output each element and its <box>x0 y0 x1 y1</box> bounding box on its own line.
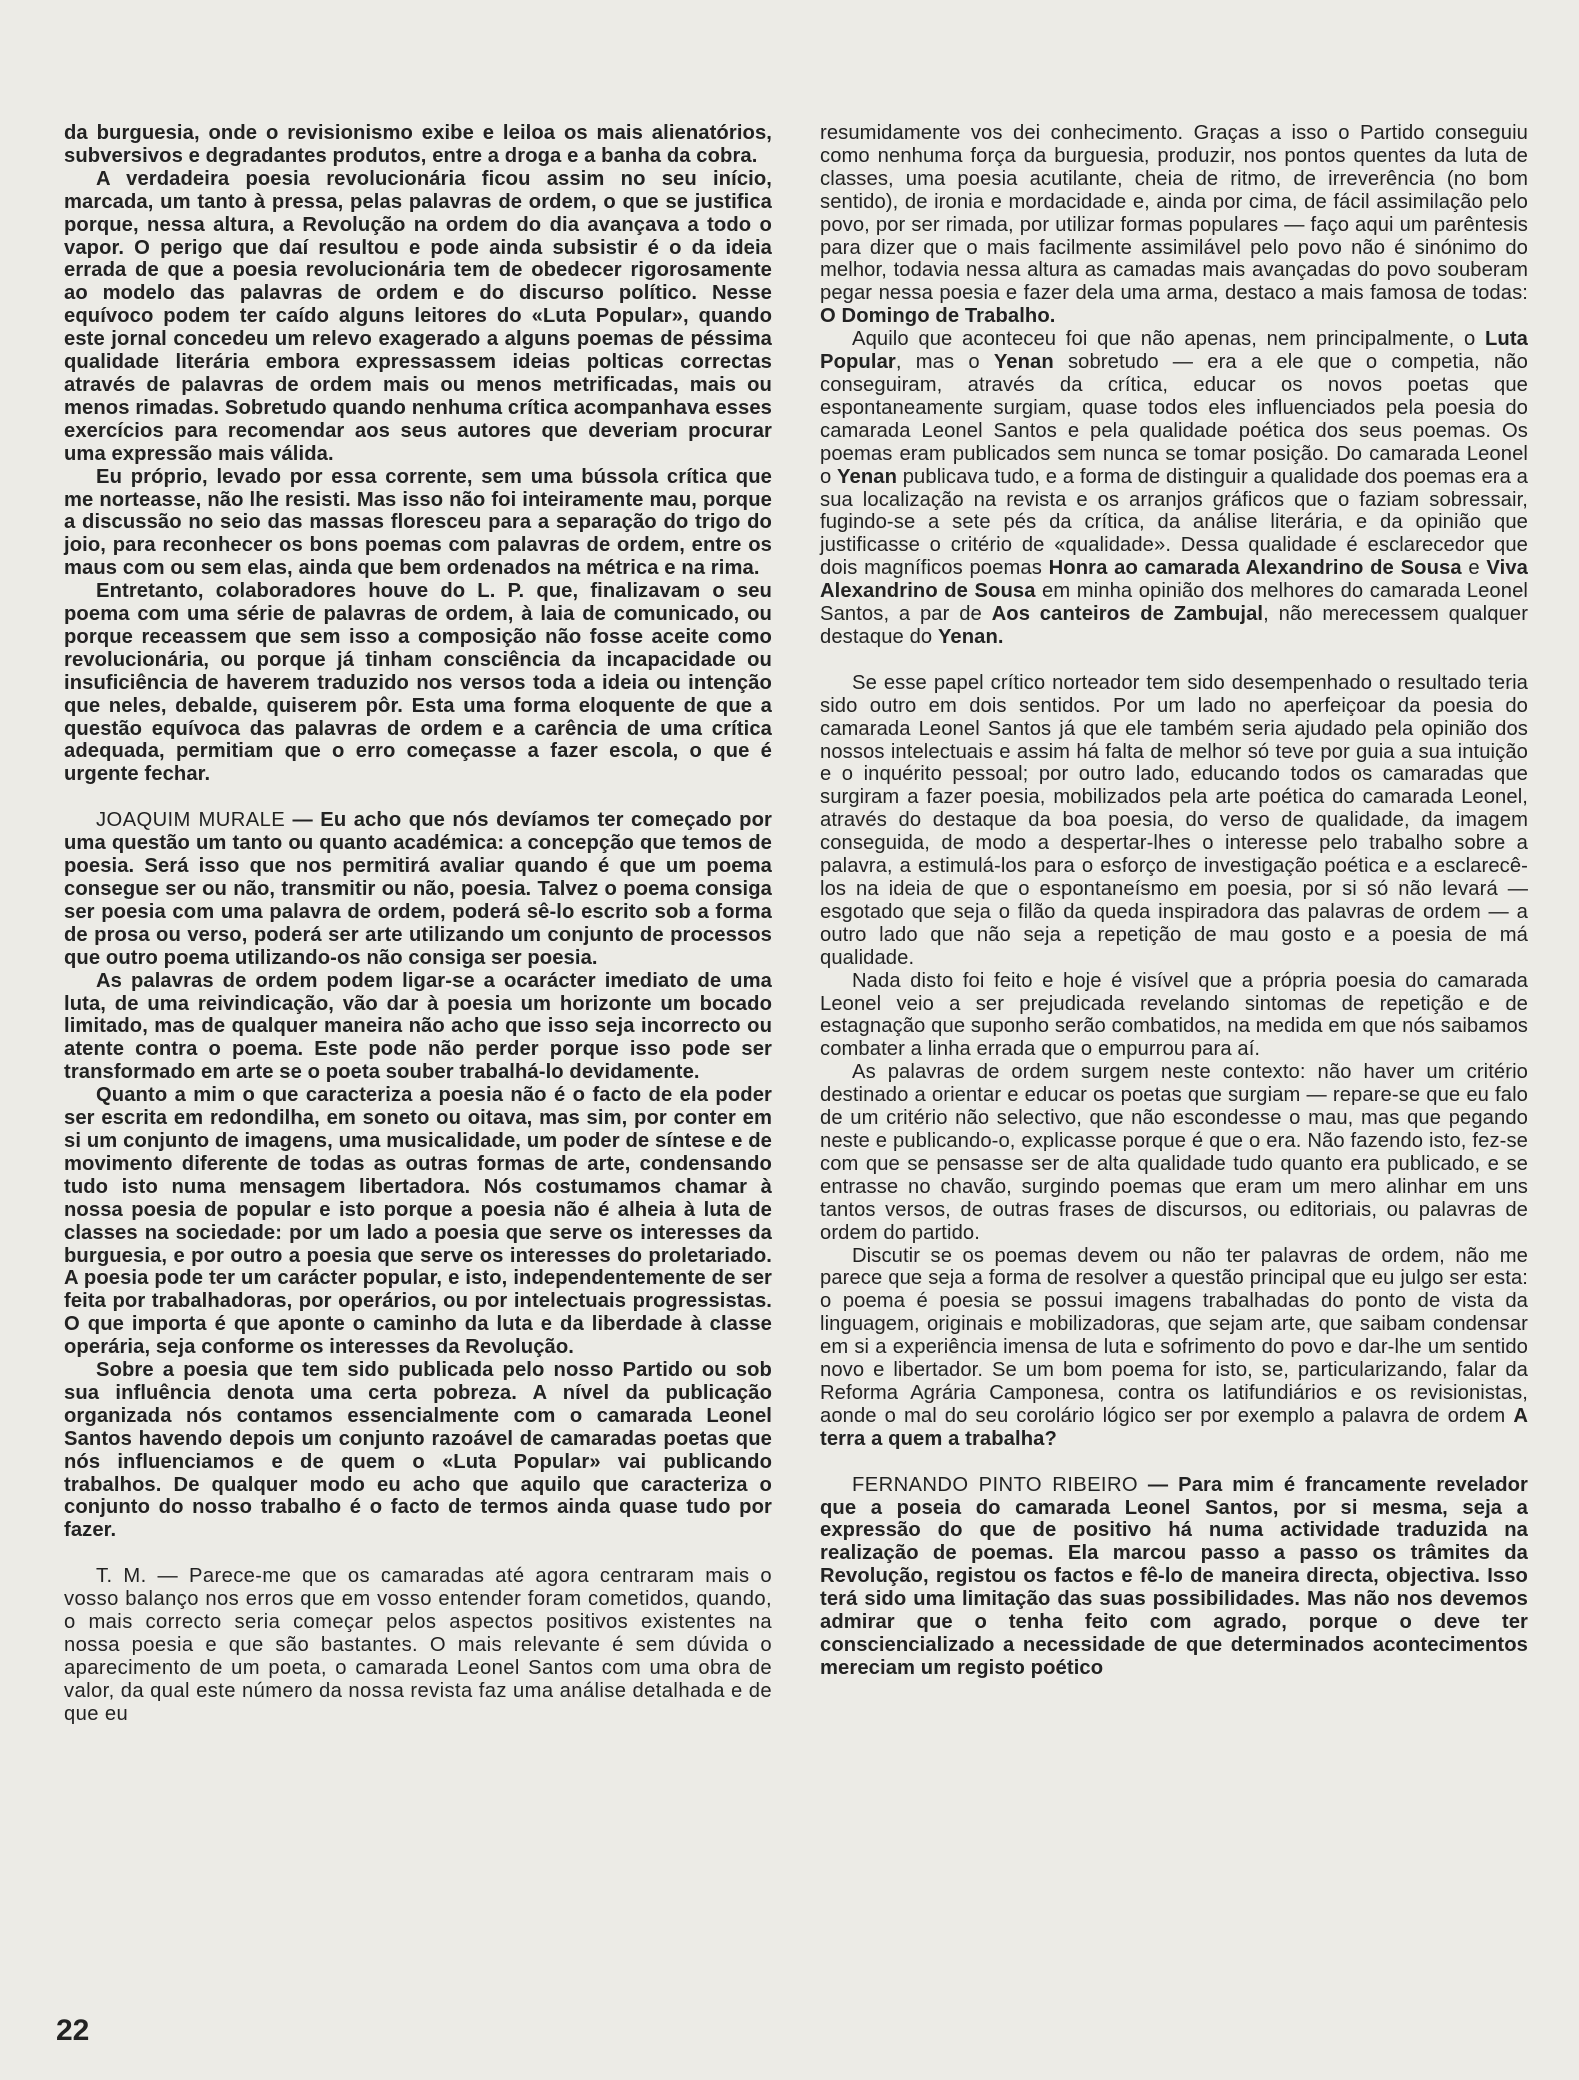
paragraph: Nada disto foi feito e hoje é visível que a própria poesia do camarada Leonel veio a ser prejudicada revelando sintomas de repetição e de estagnação que suponho serão combatidos, na medida em que nós saibamos combater a linha errada que o empurrou para aí. <box>820 969 1528 1061</box>
text-run: sobretudo — era a ele que o competia, não conseguiram, através da crítica, educar os novos poetas que espontaneamente surgiam, quase todos eles influenciados pela poesia do camarada Leonel Santos e pela qualidade poética dos seus poemas. Os poemas eram publicados sem nunca se tomar posição. Do camarada Leonel o <box>820 351 1528 488</box>
publication-name: Luta Popular <box>820 328 1528 374</box>
paragraph: Entretanto, colaboradores houve do L. P. que, finalizavam o seu poema com uma série de palavras de ordem, à laia de comunicado, ou porque receassem que sem isso a composição não fosse aceite como revolucionária, ou porque já tinham consciência da incapacidade ou insuficiência de haverem traduzido nos versos toda a ideia ou intenção que neles, debalde, quiserem pôr. Esta uma forma eloquente de que a questão equívoca das palavras de ordem e a carência de uma crítica adequada, permitiam que o erro começasse a fazer escola, o que é urgente fechar. <box>64 580 772 786</box>
paragraph: Se esse papel crítico norteador tem sido desempenhado o resultado teria sido outro em dois sentidos. Por um lado no aperfeiçoar da poesia do camarada Leonel Santos já que ele também seria ajudado pela opinião dos nossos intelectuais e assim há falta de melhor só teve por guia a sua intuição e o inquérito pessoal; por outro lado, educando todos os camaradas que surgiram a fazer poesia, mobilizados pela arte poética do camarada Leonel, através do destaque da boa poesia, do verso de qualidade, da imagem conseguida, de modo a despertar-lhes o interesse pelo trabalho sobre a palavra, a estimulá-los para o esforço de investigação poética e a esclarecê-los na ideia de que o espontaneísmo em poesia, por si só não levará — esgotado que seja o filão da queda inspiradora das palavras de ordem — a outro lado que não seja a repetição de mau gosto e a poesia de má qualidade. <box>820 671 1528 969</box>
poem-title: Viva Alexandrino de Sousa <box>820 557 1528 603</box>
page-number: 22 <box>56 2014 90 2047</box>
paragraph: T. M. — Parece-me que os camaradas até agora centraram mais o vosso balanço nos erros que em vosso entender foram cometidos, quando, o mais correcto seria começar pelos aspectos positivos existentes na nossa poesia e que são bastantes. O mais relevante é sem dúvida o aparecimento de um poeta, o camarada Leonel Santos com uma obra de valor, da qual este número da nossa revista faz uma análise detalhada e de que eu <box>64 1565 772 1725</box>
text-run: em minha opinião dos melhores do camarada Leonel Santos, a par de <box>820 580 1528 626</box>
slogan: A terra a quem a trabalha? <box>820 1404 1528 1450</box>
paragraph: da burguesia, onde o revisionismo exibe e leiloa os mais alienatórios, subversivos e degradantes produtos, entre a droga e a banha da cobra. <box>64 122 772 167</box>
speaker-text: — Para mim é francamente revelador que a poseia do camarada Leonel Santos, por si mesma, seja a expressão do que de positivo há numa actividade traduzida na realização de poemas. Ela marcou passo a passo os trâmites da Revolução, registou os factos e fê-lo de maneira directa, objectiva. Isso terá sido uma limitação das suas possibilidades. Mas não nos devemos admirar que o tenha feito com agrado, porque o deve ter consciencializado a necessidade de que determinados acontecimentos mereciam um registo poético <box>820 1473 1529 1679</box>
poem-title: O Domingo de Trabalho. <box>820 305 1056 328</box>
paragraph: Eu próprio, levado por essa corrente, sem uma bússola crítica que me norteasse, não lhe resisti. Mas isso não foi inteiramente mau, porque a discussão no seio das massas floresceu para a separação do trigo do joio, para reconhecer os bons poemas com palavras de ordem, entre os maus com ou sem elas, ainda que bem ordenados na métrica e na rima. <box>64 465 772 580</box>
speaker-text: — Eu acho que nós devíamos ter começado por uma questão um tanto ou quanto académica: a concepção que temos de poesia. Será isso que nos permitirá avaliar quando é que um poema consegue ser ou não, transmitir ou não, poesia. Talvez o poema consiga ser poesia com uma palavra de ordem, poderá sê-lo escrito sob a forma de prosa ou verso, poderá ser arte utilizando um conjunto de processos que outro poema utilizando-os não consiga ser poesia. <box>64 809 772 969</box>
text-run: Aquilo que aconteceu foi que não apenas, nem principalmente, o <box>852 328 1485 351</box>
text-run: publicava tudo, e a forma de distinguir a qualidade dos poemas era a sua localização na revista e os arranjos gráficos que o faziam sobressair, fugindo-se a sete pés da crítica, da análise literária, e da opinião que justificasse o critério de «qualidade». Dessa qualidade é esclarecedor que dois magníficos poemas <box>820 465 1528 580</box>
right-column <box>820 122 1528 1680</box>
publication-name: Yenan. <box>937 625 1004 648</box>
text-run: e <box>1461 557 1487 580</box>
speaker-name: FERNANDO PINTO RIBEIRO <box>852 1473 1139 1496</box>
paragraph <box>820 328 1528 649</box>
text-run: , não merecessem qualquer destaque do <box>820 603 1529 648</box>
publication-name: Yenan <box>837 465 898 488</box>
poem-title: Aos canteiros de Zambujal <box>991 603 1264 626</box>
text-run: Discutir se os poemas devem ou não ter palavras de ordem, não me parece que seja a forma de resolver a questão principal que eu julgo ser esta: o poema é poesia se possui imagens trabalhadas do ponto de vista da linguagem, originais e mobilizadoras, que sejam arte, que saibam condensar em si a experiência imensa de luta e sofrimento do povo e dar-lhe um sentido novo e libertador. Se um bom poema for isto, se, particularizando, falar da Reforma Agrária Camponesa, contra os latifundiários e os revisionistas, aonde o mal do seu corolário lógico ser por exemplo a palavra de ordem <box>820 1244 1528 1427</box>
publication-name: Yenan <box>993 351 1054 374</box>
speaker-paragraph <box>64 809 772 969</box>
left-column <box>64 122 772 1726</box>
paragraph: Quanto a mim o que caracteriza a poesia não é o facto de ela poder ser escrita em redondilha, em soneto ou oitava, mas sim, por conter em si um conjunto de imagens, uma musicalidade, um poder de síntese e de movimento diferente de todas as outras formas de arte, condensando tudo isto numa mensagem libertadora. Nós costumamos chamar à nossa poesia de popular e isto porque a poesia não é alheia à luta de classes na sociedade: por um lado a poesia que serve os interesses da burguesia, e por outro a poesia que serve os interesses do proletariado. A poesia pode ter um carácter popular, e isto, independentemente de ser feita por trabalhadoras, por operários, ou por intelectuais progressistas. O que importa é que aponte o caminho da luta e da liberdade à classe operária, seja conforme os interesses da Revolução. <box>64 1084 772 1359</box>
paragraph: As palavras de ordem podem ligar-se a ocarácter imediato de uma luta, de uma reivindicação, vão dar à poesia um horizonte um bocado limitado, mas de qualquer maneira não acho que isso seja incorrecto ou atente contra o poema. Este pode não perder porque isso pode ser transformado em arte se o poeta souber trabalhá-lo devidamente. <box>64 969 772 1084</box>
poem-title: Honra ao camarada Alexandrino de Sousa <box>1048 557 1462 580</box>
paragraph: A verdadeira poesia revolucionária ficou assim no seu início, marcada, um tanto à pressa, pelas palavras de ordem, o que se justifica porque, nessa altura, a Revolução na ordem do dia avançava a todo o vapor. O perigo que daí resultou e pode ainda subsistir é o da ideia errada de que a poesia revolucionária tem de obedecer rigorosamente ao modelo das palavras de ordem e do discurso político. Nesse equívoco podem ter caído alguns leitores do «Luta Popular», quando este jornal concedeu um relevo exagerado a alguns poemas de péssima qualidade literária embora expressassem ideias polticas correctas através de palavras de ordem mais ou menos metrificadas, mais ou menos rimadas. Sobretudo quando nenhuma crítica acompanhava esses exercícios para recomendar aos seus autores que deveriam procurar uma expressão mais válida. <box>64 167 772 465</box>
speaker-paragraph <box>820 1474 1528 1680</box>
speaker-name: JOAQUIM MURALE <box>96 809 286 832</box>
paragraph <box>820 122 1528 328</box>
text-run: , mas o <box>895 351 994 374</box>
paragraph <box>820 1245 1528 1451</box>
paragraph: As palavras de ordem surgem neste contexto: não haver um critério destinado a orientar e educar os poetas que surgiam — repare-se que eu falo de um critério não selectivo, que não escondesse o mau, mas que pegando neste e publicando-o, explicasse porque é que o era. Não fazendo isto, fez-se com que se pensasse ser de alta qualidade tudo quanto era publicado, e se entrasse no chavão, surgindo poemas que eram um mero alinhar em uns tantos versos, de outras frases de discursos, ou editoriais, ou palavras de ordem do partido. <box>820 1061 1528 1244</box>
paragraph: Sobre a poesia que tem sido publicada pelo nosso Partido ou sob sua influência denota uma certa pobreza. A nível da publicação organizada nós contamos essencialmente com o camarada Leonel Santos havendo depois um conjunto razoável de camaradas poetas que nós influenciamos e de quem o «Luta Popular» vai publicando trabalhos. De qualquer modo eu acho que aquilo que caracteriza o conjunto do nosso trabalho é o facto de termos ainda quase tudo por fazer. <box>64 1359 772 1542</box>
text-run: resumidamente vos dei conhecimento. Graças a isso o Partido conseguiu como nenhuma força da burguesia, produzir, nos pontos quentes da luta de classes, uma poesia acutilante, cheia de ritmo, de irreverência (no bom sentido), de ironia e mordacidade e, ainda por cima, de fácil assimilação pelo povo, por ser rimada, por utilizar formas populares — faço aqui um parêntesis para dizer que o mais facilmente assimilável pelo povo não é sinónimo do melhor, todavia nessa altura as camadas mais avançadas do povo souberam pegar nessa poesia e fazer dela uma arma, destaco a mais famosa de todas: <box>820 122 1528 305</box>
